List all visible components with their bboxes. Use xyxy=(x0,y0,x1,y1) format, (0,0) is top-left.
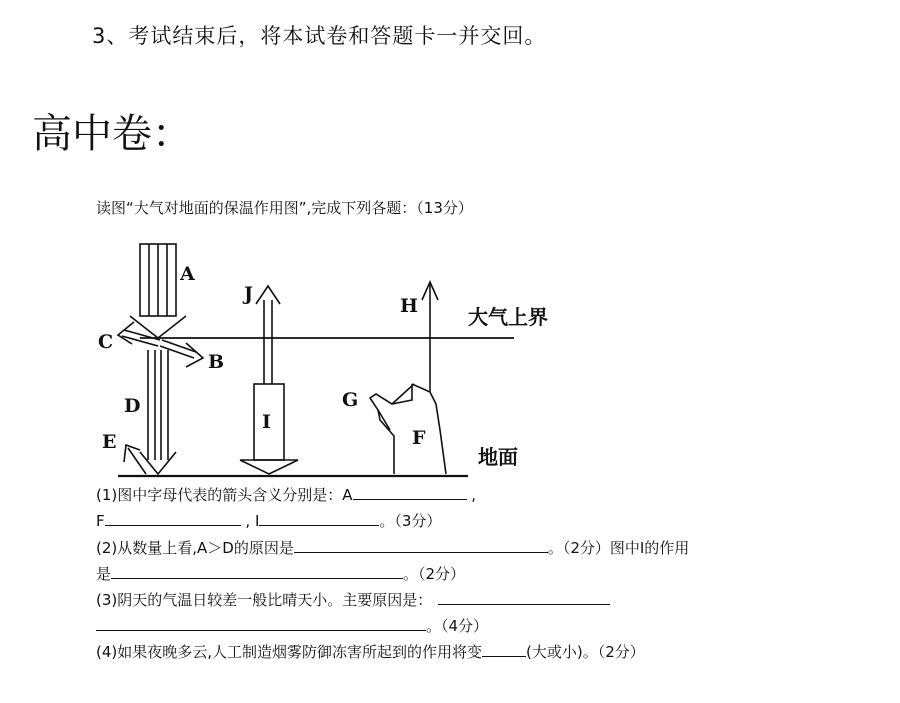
label-d: D xyxy=(124,395,141,417)
label-ground: 地面 xyxy=(478,445,518,469)
label-i: I xyxy=(262,411,271,433)
answer-blank-q3-line-2[interactable] xyxy=(96,616,426,631)
label-f: F xyxy=(412,427,426,449)
answer-blank-q2-reason[interactable] xyxy=(294,538,548,553)
arrow-j xyxy=(256,286,280,384)
question-1-line-1 xyxy=(96,484,476,505)
arrow-e xyxy=(124,445,146,474)
arrow-d xyxy=(140,350,176,474)
q3-score: 。（4分） xyxy=(426,617,489,635)
label-atmosphere-top: 大气上界 xyxy=(468,305,548,329)
q1-text-f: F xyxy=(96,512,105,530)
section-title: 高中卷： xyxy=(32,111,192,157)
label-g: G xyxy=(342,389,359,411)
q3-text-a: (3)阴天的气温日较差一般比晴天小。主要原因是： xyxy=(96,591,433,609)
label-h: H xyxy=(400,295,418,317)
label-e: E xyxy=(102,431,117,453)
label-c: C xyxy=(98,331,114,353)
question-4-line-1 xyxy=(96,641,645,662)
q4-text-b: (大或小)。（2分） xyxy=(526,643,645,661)
q1-comma: , xyxy=(471,486,477,504)
answer-blank-q4[interactable] xyxy=(482,642,526,657)
label-a: A xyxy=(180,263,195,285)
question-3-line-1 xyxy=(96,589,610,610)
answer-blank-a[interactable] xyxy=(353,485,467,500)
q2-text-c: 是 xyxy=(96,565,112,583)
question-1-line-2 xyxy=(96,510,441,531)
q2-text-a: (2)从数量上看,A＞D的原因是 xyxy=(96,539,294,557)
answer-blank-i[interactable] xyxy=(259,511,379,526)
q4-text-a: (4)如果夜晚多云,人工制造烟雾防御冻害所起到的作用将变 xyxy=(96,643,483,661)
q1-score: 。（3分） xyxy=(379,512,442,530)
arrow-b xyxy=(160,340,203,367)
exam-instruction: 3、考试结束后，将本试卷和答题卡一并交回。 xyxy=(92,24,547,48)
q1-text-a: (1)图中字母代表的箭头含义分别是：A xyxy=(96,486,353,504)
answer-blank-q3-line-1[interactable] xyxy=(438,590,610,605)
question-2-line-2 xyxy=(96,563,465,584)
question-intro: 读图“大气对地面的保温作用图”,完成下列各题：（13分） xyxy=(96,199,473,217)
answer-blank-f[interactable] xyxy=(105,511,241,526)
answer-blank-q2-role[interactable] xyxy=(111,564,403,579)
arrow-a xyxy=(130,244,186,338)
q1-text-i: , I xyxy=(245,512,260,530)
q2-text-b: 。（2分）图中I的作用 xyxy=(547,539,690,557)
q2-score: 。（2分） xyxy=(403,565,466,583)
label-b: B xyxy=(208,351,225,373)
question-3-line-2 xyxy=(96,615,488,636)
label-j: J xyxy=(244,283,253,305)
question-2-line-1 xyxy=(96,537,689,558)
